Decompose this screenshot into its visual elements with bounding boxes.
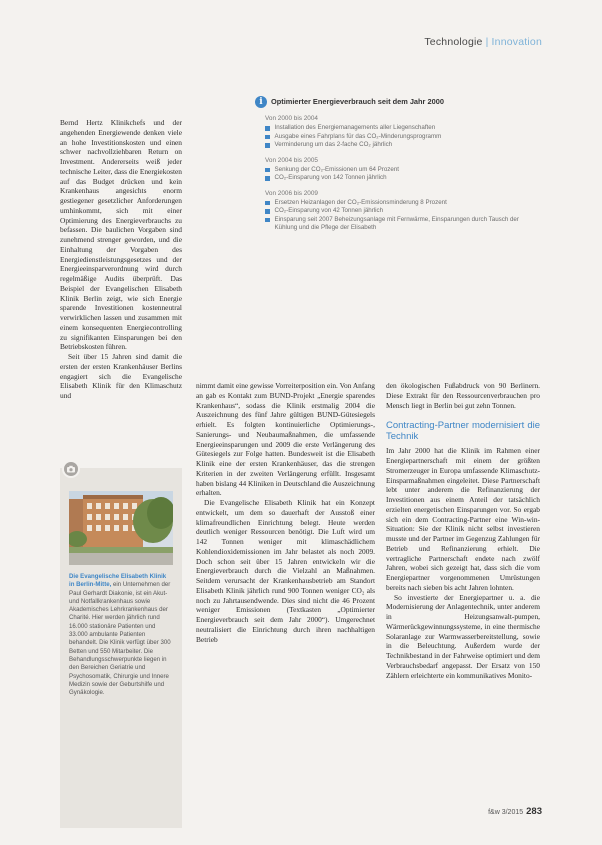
infobox-group [265, 156, 543, 183]
section-subtitle: Innovation [491, 36, 542, 48]
clinic-building-image [69, 491, 173, 565]
article-paragraph: So investierte der Energiepartner u. a. die Modernisierung der Anlagentechnik, unter anderem in Heizungsanwalt-pumpen, Wärmerückgewinnungssysteme, in eine thermische Solaranlage zur Warmwasserbereitstellung, sowie in die Beleuchtung. Außerdem wurde der Technikbestand in der Fahrweise optimiert und dem Verbrauchsbedarf angepasst. Der Ersatz von 150 Zählern erleichterte ein kommunikatives Monito- [386, 592, 540, 680]
article-column-1 [60, 118, 182, 401]
bullet-text: CO₂-Einsparung von 142 Tonnen jährlich [274, 174, 387, 181]
bullet-text: Ersetzen Heizanlagen der CO₂-Emissionsminderung 8 Prozent [274, 198, 447, 206]
photo-caption-box [60, 468, 182, 828]
bullet-text: CO₂-Einsparung von 42 Tonnen jährlich [274, 207, 384, 214]
bullet-text: Installation des Energiemanagements aller Liegenschaften [274, 124, 436, 131]
square-bullet-icon [265, 176, 270, 181]
bullet-text: Ausgabe eines Fahrplans für das CO₂-Minderungsprogramm [274, 132, 442, 140]
caption-title: Die Evangelische Elisabeth Klinik in Berlin-Mitte, [69, 573, 167, 589]
photo-caption [69, 573, 173, 697]
page-header [424, 36, 542, 48]
infobox-group [265, 189, 543, 233]
square-bullet-icon [265, 143, 270, 148]
bullet-item [265, 207, 543, 216]
bullet-item [265, 124, 543, 133]
bullet-item [265, 141, 543, 150]
bullet-item [265, 133, 543, 142]
square-bullet-icon [265, 209, 270, 214]
info-icon: i [255, 96, 267, 108]
bullet-item [265, 199, 543, 208]
article-paragraph: Bernd Hertz Klinikchefs und der angehenden Energiewende denken viele an hohe Investitionskosten und einen schwer nachvollziehbaren Return on Investment. Andererseits weiß jeder technische Leiter, dass die Energiekosten auf das Budget drücken und kein Krankenhaus angesichts enorm gestiegener gesetzlicher Anforderungen umhinkommt, sich mit einer Optimierung des Energieverbrauchs zu befassen. Die baulichen Vorgaben sind zunehmend strenger geworden, und die Einhaltung der Vorgaben des Energiedienstleistungsgesetzes und der Energieeinsparverordnung wird durch regelmäßige Audits überprüft. Das Beispiel der Evangelischen Elisabeth Klinik Berlin zeigt, wie sich Energie sparende Investitionen kostenneutral verwirklichen lassen und zusammen mit einem konsequenten Energiecontrolling zu signifikanten Einsparungen bei den Betriebskosten führen. [60, 118, 182, 352]
article-paragraph: den ökologischen Fußabdruck von 90 Berlinern. Diese Extrakt für den Ressourcenverbrauchen pro Mensch liegt in Berlin bei gut zehn Tonnen. [386, 381, 540, 410]
bullet-text: Senkung der CO₂-Emissionen um 64 Prozent [274, 165, 399, 173]
square-bullet-icon [265, 218, 270, 223]
group-label: Von 2000 bis 2004 [265, 115, 318, 122]
header-separator: | [485, 36, 489, 48]
article-paragraph: Die Evangelische Elisabeth Klinik hat ein Konzept entwickelt, um dem so dauerhaft der Ausstoß einer klimafreundlichen Einrichtung belegt. Heute werden deutlich weniger Ressourcen benötigt. Die Luft wird um 142 Tonnen weniger mit klimaschädlichem Kohlendioxidemissionen im Jahr belastet als noch 2009. Doch schon seit über 15 Jahren entwickeln wir die Energieverbrauch durch die Vielzahl an Maßnahmen. Seitdem verursacht der Krankenhausbetrieb am Standort Elisabeth Klinik jährlich rund 900 Tonnen weniger CO₂ als noch zu Jahrtausendwende. Dies sind nicht die 46 Prozent weniger Emissionen (Textkasten „Optimierter Energieverbrauch seit dem Jahr 2000“). Umgerechnet neutralisiert die Einrichtung durch ihren nachhaltigen Betrieb [196, 498, 375, 644]
group-label: Von 2004 bis 2005 [265, 156, 318, 164]
article-column-2 [196, 381, 375, 644]
square-bullet-icon [265, 126, 270, 131]
article-paragraph: nimmt damit eine gewisse Vorreiterposition ein. Von Anfang an gab es Kontakt zum BUND-Projekt „Energie sparendes Krankenhaus“, sodass die Klinik erstmalig 2004 die Auszeichnung des fünf Jahre gültigen BUND-Gütesiegels erhielt. Es folgten kontinuierliche Optimierungs-, Sanierungs- und Neubaumaßnahmen, die umfassende Energieeinsparungen und 2009 die erste Verlängerung des Gütesiegels zur Folge hatten. Bundesweit ist die Elisabeth Klinik eine der ersten Krankenhäuser, das die strengen Kriterien in der zweiten Verlängerung erfüllt. Insgesamt haben bislang 44 Kliniken in Deutschland die Auszeichnung erhalten. [196, 381, 375, 498]
camera-icon [62, 460, 80, 478]
energy-infobox [255, 96, 545, 366]
article-subheading: Contracting-Partner modernisiert die Technik [386, 420, 540, 443]
page-number: 283 [526, 806, 542, 817]
square-bullet-icon [265, 135, 270, 140]
infobox-group [265, 114, 543, 150]
bullet-text: Einsparung seit 2007 Beheizungsanlage mit Fernwärme, Einsparungen durch Tausch der Kühlung und die Pflege der Elisabeth [274, 215, 519, 231]
infobox-title: Optimierter Energieverbrauch seit dem Jahr 2000 [271, 97, 444, 106]
infobox-groups [265, 114, 543, 239]
article-column-3 [386, 381, 540, 680]
bullet-text: Verminderung um das 2-fache CO₂ jährlich [274, 141, 393, 148]
square-bullet-icon [265, 201, 270, 206]
group-label: Von 2006 bis 2009 [265, 189, 318, 197]
article-paragraph: Seit über 15 Jahren sind damit die ersten der ersten Krankenhäuser Berlins engagiert sich die Evangelische Elisabeth Klinik für den Klimaschutz und [60, 352, 182, 400]
caption-text: ein Unternehmen der Paul Gerhardt Diakonie, ist ein Akut- und Notfallkrankenhaus sowie Akademisches Lehrkrankenhaus der Charité. Hier werden jährlich rund 16.000 stationäre Patienten und 33.000 ambulante Patienten behandelt. Die Klinik verfügt über 300 Betten und 550 Mitarbeiter. Die Behandlungsschwerpunkte liegen in den Bereichen Geriatrie und Psychosomatik, Chirurgie und Innere Medizin sowie der Geburtshilfe und Gynäkologie. [69, 581, 171, 697]
bullet-item [265, 174, 543, 183]
square-bullet-icon [265, 168, 270, 173]
page-footer [488, 806, 542, 817]
clinic-photo [69, 491, 173, 565]
issue-label: f&w 3/2015 [488, 809, 524, 816]
article-paragraph: Im Jahr 2000 hat die Klinik im Rahmen einer Energiepartnerschaft mit einem der größten Stromerzeuger in Europa umfassende Klimaschutz-Einsparmaßnahmen eingeleitet. Diese Partnerschaft lebt unter anderem die Refinanzierung der Investitionen aus einem Anteil der tatsächlich erzielten energetischen Einsparungen vor. So ergab sich ein dem Contracting-Partner eine Win-win-Situation: Sie der Klinik nicht selbst investieren musste und der Partner im Gegenzug Zahlungen für Betrieb und Refinanzierung erhielt. Die vertragliche Partnerschaft endete nach zwölf Jahren, wobei sich gezeigt hat, dass sich die vom Energiepartner vorgenommenen Umrüstungen bereits nach sieben bis acht Jahren lohnten. [386, 446, 540, 592]
bullet-item [265, 216, 543, 233]
section-title: Technologie [424, 36, 483, 48]
bullet-item [265, 166, 543, 175]
